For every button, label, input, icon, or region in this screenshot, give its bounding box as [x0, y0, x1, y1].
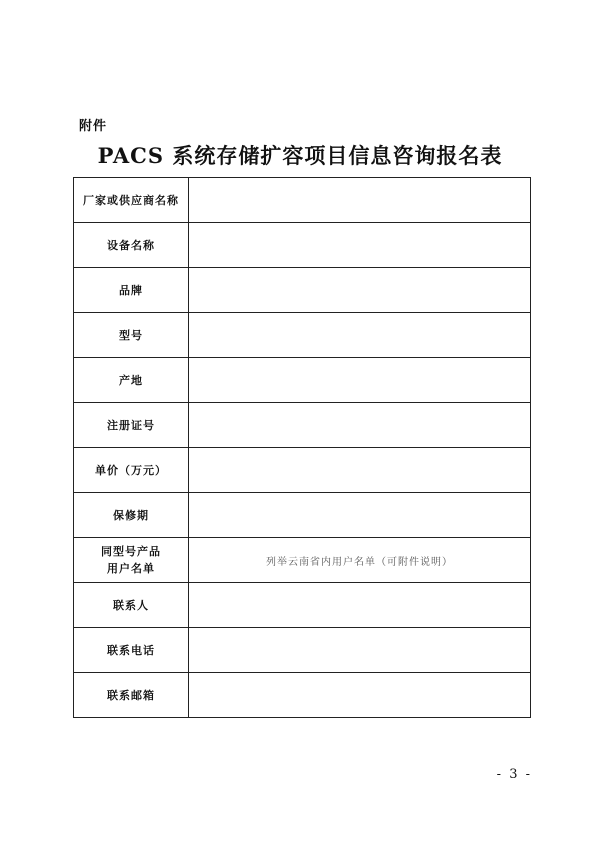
form-row-value-field[interactable] [189, 448, 531, 493]
form-row-label: 保修期 [74, 493, 189, 538]
form-row-value-field[interactable] [189, 178, 531, 223]
form-body [74, 178, 531, 718]
form-row-value-field[interactable] [189, 493, 531, 538]
form-row-label: 注册证号 [74, 403, 189, 448]
page-title: PACS 系统存储扩容项目信息咨询报名表 [97, 143, 503, 168]
form-row-value-field[interactable] [189, 673, 531, 718]
form-row-value-field[interactable]: 列举云南省内用户名单（可附件说明） [189, 538, 531, 583]
form-row-value-field[interactable] [189, 223, 531, 268]
form-row-label: 型号 [74, 313, 189, 358]
form-row-label: 品牌 [74, 268, 189, 313]
form-row [74, 538, 531, 583]
form-row [74, 268, 531, 313]
form-row [74, 583, 531, 628]
form-row-value-field[interactable] [189, 358, 531, 403]
form-row-label: 厂家或供应商名称 [74, 178, 189, 223]
form-row-value-field[interactable] [189, 403, 531, 448]
form-row [74, 403, 531, 448]
form-row-label: 产地 [74, 358, 189, 403]
form-row-label: 单价（万元） [74, 448, 189, 493]
form-row [74, 178, 531, 223]
form-row [74, 673, 531, 718]
form-row-value-field[interactable] [189, 628, 531, 673]
form-row [74, 313, 531, 358]
form-row [74, 448, 531, 493]
form-row-label: 联系电话 [74, 628, 189, 673]
form-row-label: 联系人 [74, 583, 189, 628]
form-row [74, 358, 531, 403]
page-number: - 3 - [496, 767, 532, 782]
form-row-label: 设备名称 [74, 223, 189, 268]
form-row-label: 联系邮箱 [74, 673, 189, 718]
attachment-label: 附件 [79, 119, 108, 134]
form-row [74, 223, 531, 268]
registration-form-table [73, 177, 531, 718]
form-row-value-field[interactable] [189, 313, 531, 358]
form-row [74, 628, 531, 673]
form-row-label: 同型号产品 用户名单 [74, 538, 189, 583]
form-row-value-field[interactable] [189, 268, 531, 313]
form-row-value-field[interactable] [189, 583, 531, 628]
form-row [74, 493, 531, 538]
